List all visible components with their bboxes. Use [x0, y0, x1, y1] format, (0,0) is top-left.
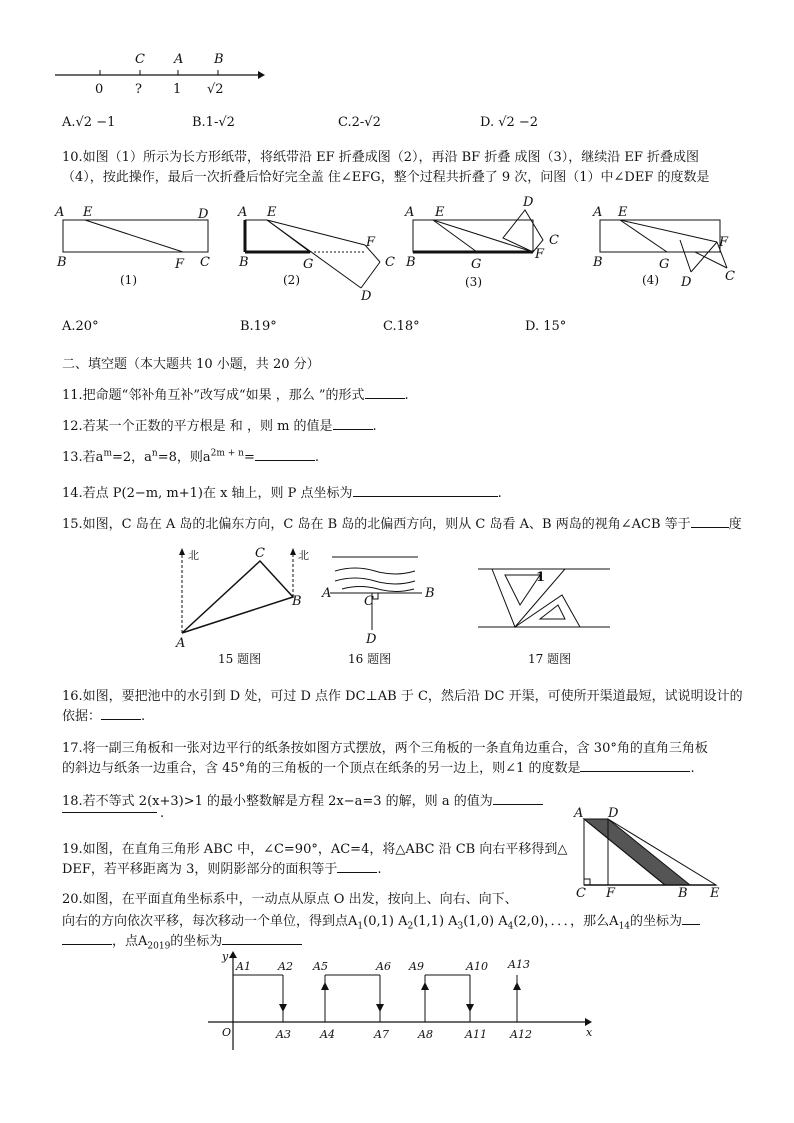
- svg-text:G: G: [303, 257, 314, 272]
- svg-text:F: F: [719, 235, 729, 250]
- svg-text:G: G: [471, 257, 482, 272]
- q18-blank-line: [62, 812, 157, 813]
- svg-text:B: B: [57, 255, 67, 270]
- caption-15: 15 题图: [218, 652, 262, 666]
- q17-line2: 的斜边与纸条一边重合，含 45°角的三角板的一个顶点在纸条的另一边上，则∠1 的度数是 .: [62, 761, 695, 776]
- q19-translation-figure: [568, 805, 728, 900]
- q10-option-b: B.19°: [240, 319, 277, 334]
- q16-line2: 依据： .: [62, 709, 146, 724]
- q10-cap-1: (1): [120, 273, 137, 287]
- q18-period: .: [160, 806, 165, 821]
- svg-text:A: A: [55, 205, 65, 220]
- q10-cap-2: (2): [283, 273, 300, 287]
- q10-option-a: A.20°: [62, 319, 99, 334]
- q12-text: 12.若某一个正数的平方根是 和 ，则 m 的值是 .: [62, 419, 377, 434]
- svg-text:1: 1: [536, 570, 546, 585]
- pt-a5: A5: [313, 960, 328, 973]
- q16-line1: 16.如图，要把池中的水引到 D 处，可过 D 点作 DC⊥AB 于 C，然后沿 DC 开渠，可使所开渠道最短，试说明设计的: [62, 689, 743, 704]
- nl-tick-sqrt2: √2: [207, 82, 224, 97]
- coordinate-path-figure: [200, 950, 600, 1060]
- north-label-a: 北: [188, 549, 199, 562]
- svg-text:F: F: [175, 257, 185, 272]
- svg-text:B: B: [239, 255, 249, 270]
- nl-label-b: B: [214, 52, 224, 67]
- svg-text:C: C: [385, 255, 395, 270]
- svg-text:C: C: [255, 546, 265, 561]
- pt-a4: A4: [320, 1028, 335, 1041]
- pt-a12: A12: [510, 1028, 532, 1041]
- nl-tick-0: 0: [95, 82, 104, 97]
- svg-text:A: A: [405, 205, 415, 220]
- q10-cap-4: (4): [642, 273, 659, 287]
- svg-text:C: C: [725, 269, 735, 284]
- q9-option-c: C.2-√2: [338, 115, 381, 130]
- caption-16: 16 题图: [348, 652, 392, 666]
- q9-option-d: D. √2 −2: [480, 115, 539, 130]
- q10-option-d: D. 15°: [525, 319, 567, 334]
- pt-a7: A7: [374, 1028, 389, 1041]
- svg-text:D: D: [366, 632, 377, 647]
- q10-cap-3: (3): [465, 275, 482, 289]
- pt-a13: A13: [508, 958, 530, 971]
- svg-text:E: E: [435, 205, 445, 220]
- svg-text:D: D: [681, 275, 692, 290]
- q19-line1: 19.如图，在直角三角形 ABC 中，∠C=90°，AC=4，将△ABC 沿 CB 向右平移得到△: [62, 842, 568, 857]
- svg-text:F: F: [366, 235, 376, 250]
- q10-fold-figures: [55, 195, 745, 310]
- section2-title: 二、填空题（本大题共 10 小题，共 20 分）: [62, 357, 320, 372]
- q13-text: 13.若$a^m=2$，$a^n=8$，则$a^{2m + n}=$ .: [62, 448, 319, 465]
- q17-line1: 17.将一副三角板和一张对边平行的纸条按如图方式摆放，两个三角板的一条直角边重合，含 30°角的直角三角板: [62, 741, 708, 756]
- svg-text:D: D: [523, 195, 534, 210]
- north-label-b: 北: [298, 549, 309, 562]
- q20-line2: 向右的方向依次平移，每次移动一个单位，得到点$A_1(0,1)$ $A_2(1,1)$ $A_3(1,0)$ $A_4(2,0)$，．．．，那么$A_{14}$的坐标为: [62, 910, 700, 932]
- pt-a1: A1: [236, 960, 251, 973]
- q9-option-b: B.1-√2: [192, 115, 235, 130]
- pt-a3: A3: [276, 1028, 291, 1041]
- svg-text:B: B: [425, 586, 435, 601]
- q10-option-c: C.18°: [383, 319, 420, 334]
- nl-tick-q: ?: [135, 82, 142, 97]
- nl-label-c: C: [135, 52, 145, 67]
- nl-label-a: A: [174, 52, 184, 67]
- svg-text:E: E: [83, 205, 93, 220]
- svg-text:B: B: [678, 886, 688, 901]
- pt-a11: A11: [465, 1028, 487, 1041]
- q14-text: 14.若点 P(2−m, m+1)在 x 轴上，则 P 点坐标为 .: [62, 486, 502, 501]
- svg-text:G: G: [659, 257, 670, 272]
- svg-text:E: E: [267, 205, 277, 220]
- origin-label: O: [222, 1026, 232, 1039]
- svg-text:D: D: [198, 207, 209, 222]
- axis-x-label: x: [586, 1026, 593, 1039]
- svg-text:B: B: [292, 594, 302, 609]
- q9-option-a: A.√2 −1: [62, 115, 116, 130]
- pt-a2: A2: [278, 960, 293, 973]
- q10-line1: 10.如图（1）所示为长方形纸带，将纸带沿 EF 折叠成图（2），再沿 BF 折叠 成图（3），继续沿 EF 折叠成图: [62, 150, 700, 165]
- number-line-figure: [50, 45, 270, 105]
- q20-line1: 20.如图，在平面直角坐标系中，一动点从原点 O 出发，按向上、向右、向下、: [62, 892, 518, 907]
- q19-line2: DEF，若平移距离为 3，则阴影部分的面积等于 .: [62, 862, 382, 877]
- svg-text:E: E: [710, 886, 720, 901]
- svg-text:B: B: [593, 255, 603, 270]
- svg-text:A: A: [574, 806, 584, 821]
- q15-text: 15.如图，C 岛在 A 岛的北偏东方向，C 岛在 B 岛的北偏西方向，则从 C 岛看 A、B 两岛的视角∠ACB 等于 度: [62, 517, 742, 532]
- svg-text:C: C: [576, 886, 586, 901]
- svg-text:C: C: [549, 233, 559, 248]
- q10-line2: （4），按此操作，最后一次折叠后恰好完全盖 住∠EFG，整个过程共折叠了 9 次，问图（1）中∠DEF 的度数是: [62, 170, 710, 185]
- q18-text: 18.若不等式 2(x+3)>1 的最小整数解是方程 2x−a=3 的解，则 a 的值为: [62, 790, 543, 809]
- figures-15-16-17: [170, 545, 620, 670]
- q20-line3: ，点$A_{2019}$的坐标为: [62, 930, 302, 952]
- nl-tick-1: 1: [173, 82, 182, 97]
- pt-a10: A10: [466, 960, 488, 973]
- svg-text:A: A: [176, 636, 186, 651]
- svg-text:F: F: [535, 247, 545, 262]
- svg-text:A: A: [322, 586, 332, 601]
- svg-text:A: A: [238, 205, 248, 220]
- q11-text: 11.把命题“邻补角互补”改写成“如果 ，那么 ”的形式 .: [62, 388, 409, 403]
- svg-text:C: C: [364, 594, 374, 609]
- axis-y-label: y: [222, 950, 229, 963]
- svg-text:B: B: [406, 255, 416, 270]
- caption-17: 17 题图: [528, 652, 572, 666]
- svg-text:F: F: [606, 886, 616, 901]
- svg-text:D: D: [608, 806, 619, 821]
- pt-a8: A8: [418, 1028, 433, 1041]
- svg-text:A: A: [593, 205, 603, 220]
- pt-a9: A9: [409, 960, 424, 973]
- pt-a6: A6: [376, 960, 391, 973]
- svg-text:E: E: [618, 205, 628, 220]
- svg-text:D: D: [361, 289, 372, 304]
- svg-text:C: C: [200, 255, 210, 270]
